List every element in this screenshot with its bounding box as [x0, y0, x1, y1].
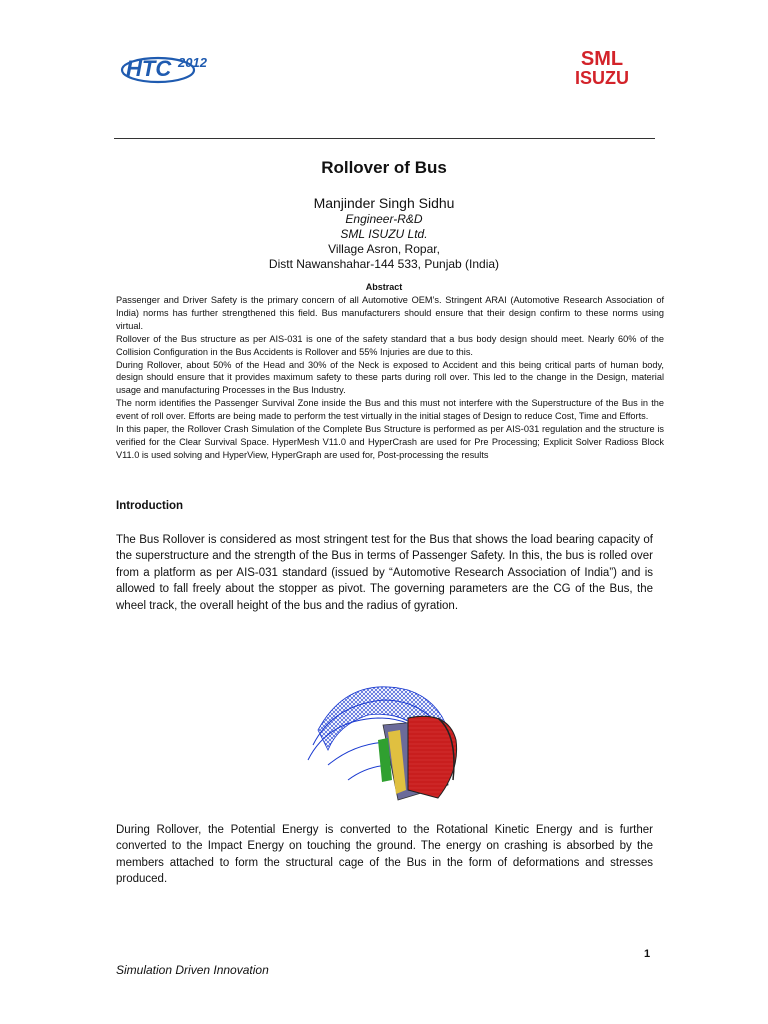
author-address-line2: Distt Nawanshahar-144 533, Punjab (India) — [268, 257, 500, 271]
sml-logo-line2: ISUZU — [575, 68, 629, 87]
abstract-paragraph: Passenger and Driver Safety is the primary concern of all Automotive OEM’s. Stringent ARAI (Automotive Research Association of India) norms has further strengthened this field. Bus manufacturers should ensure that their design confirm to these norms using virtual. — [116, 295, 664, 331]
page-number: 1 — [644, 948, 651, 960]
htc-logo-year: 2012 — [178, 55, 207, 70]
author-role: Engineer-R&D — [345, 212, 423, 226]
author-company: SML ISUZU Ltd. — [340, 227, 428, 241]
abstract-paragraph: In this paper, the Rollover Crash Simulation of the Complete Bus Structure is performed as per AIS-031 regulation and the structure is verified for the Clear Survival Space. HyperMesh V11.0 and HyperCrash are used for Pre Processing; Explicit Solver Radioss Block V11.0 is used solving and HyperView, HyperGraph are used for, Post-processing the results — [116, 424, 664, 460]
introduction-heading: Introduction — [116, 500, 184, 512]
abstract-body — [116, 294, 664, 462]
abstract-paragraph: During Rollover, about 50% of the Head and 30% of the Neck is exposed to Accident and this being critical parts of human body, design should ensure that it provides maximum safety to these parts during roll over. This led to the change in the Design, material usage and manufacturing Processes in the Bus Industry. — [116, 359, 664, 396]
introduction-paragraph-1: The Bus Rollover is considered as most stringent test for the Bus that shows the load bearing capacity of the superstructure and the strength of the Bus in terms of Passenger Safety. In this, the bus is rolled over from a platform as per AIS-031 standard (issued by “Automotive Research Association of India”) and is allowed to fall freely about the stopper as pivot. The governing parameters are the CG of the Bus, the wheel track, the overall height of the bus and the radius of gyration. — [116, 534, 653, 612]
introduction-paragraph-2: During Rollover, the Potential Energy is converted to the Rotational Kinetic Energy and is further converted to the Impact Energy on touching the ground. The energy on crashing is absorbed by the members attached to form the structural cage of the Bus in the form of deformations and stresses produced. — [116, 824, 653, 886]
abstract-paragraph: Rollover of the Bus structure as per AIS-031 is one of the safety standard that a bus body design should meet. Nearly 60% of the Collision Configuration in the Bus Accidents is Rollover and 55% Injuries are due to this. — [116, 333, 664, 357]
author-affiliation — [0, 212, 768, 272]
abstract-paragraph: The norm identifies the Passenger Survival Zone inside the Bus and this must not interfere with the Superstructure of the Bus in the event of roll over. Efforts are being made to perform the test virtually in the initial stages of Design to reduce Cost, Time and Efforts. — [116, 398, 664, 422]
footer-tagline: Simulation Driven Innovation — [116, 963, 269, 977]
header-rule — [114, 138, 655, 139]
htc-logo-text: HTC — [126, 56, 172, 81]
sml-isuzu-logo — [557, 45, 647, 87]
author-address-line1: Village Asron, Ropar, — [328, 242, 440, 256]
bus-rollover-simulation-image — [288, 670, 494, 808]
sml-logo-line1: SML — [580, 48, 624, 70]
abstract-heading: Abstract — [365, 282, 403, 292]
author-name: Manjinder Singh Sidhu — [313, 195, 455, 211]
paper-title: Rollover of Bus — [321, 158, 447, 177]
htc-logo — [118, 44, 218, 88]
